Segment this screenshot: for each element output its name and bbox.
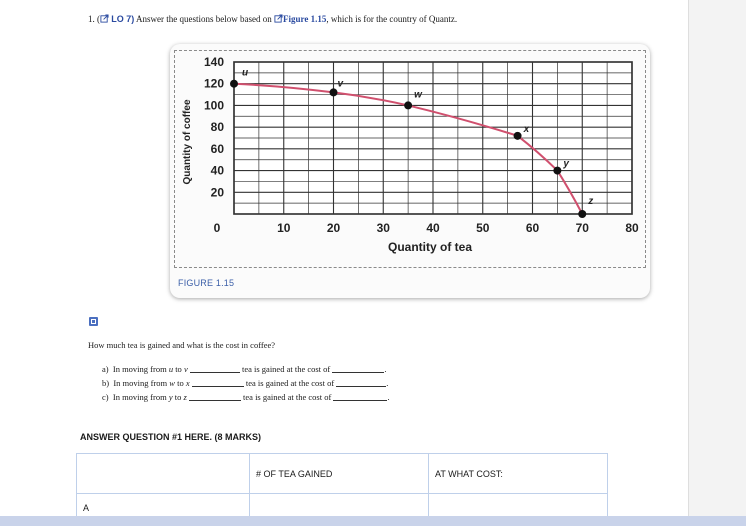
cost-blank[interactable] [333, 392, 390, 402]
sentence-end: . [386, 378, 389, 388]
from-point: w [169, 378, 175, 388]
x-tick-label: 40 [426, 221, 440, 235]
row-a-label: A [83, 502, 90, 513]
ppf-chart [174, 50, 644, 266]
lo-open-paren: ( [97, 14, 100, 24]
gain-text: tea is gained at the cost of [241, 364, 331, 374]
question-1-header [88, 14, 457, 24]
point-v-label: v [337, 78, 344, 90]
point-x-marker [514, 132, 522, 140]
point-u-label: u [242, 67, 249, 79]
y-tick-label: 60 [210, 141, 224, 156]
gain-text: tea is gained at the cost of [243, 392, 332, 402]
question-text: Answer the questions below based on [136, 14, 272, 24]
col-gained-label: # OF TEA GAINED [256, 468, 333, 479]
to-point: z [183, 392, 187, 402]
document-icon[interactable] [89, 317, 98, 326]
cost-blank[interactable] [332, 364, 387, 374]
x-tick-label: 30 [376, 221, 390, 235]
header-cost [429, 454, 608, 494]
subquestion-a [102, 364, 387, 374]
to-point: v [183, 364, 188, 374]
subquestion-b [102, 378, 388, 388]
from-point: u [168, 364, 174, 374]
subquestion-letter: c) [102, 392, 109, 402]
tea-gained-blank[interactable] [190, 364, 240, 373]
header-blank-cell [77, 454, 250, 494]
header-tea-gained [250, 454, 429, 494]
to-word: to [175, 364, 182, 374]
point-u-marker [230, 80, 238, 88]
y-tick-label: 100 [203, 98, 224, 113]
learning-objective-link[interactable]: LO 7) [111, 14, 135, 24]
y-tick-label: 140 [203, 55, 224, 69]
point-w-label: w [414, 89, 422, 101]
origin-label: 0 [213, 221, 221, 235]
y-tick-label: 20 [210, 185, 224, 200]
figure-link[interactable]: Figure 1.15 [283, 14, 327, 24]
viewer-gutter [688, 0, 746, 526]
question-text-end: , which is for the country of Quantz. [326, 14, 458, 24]
point-w-marker [404, 101, 412, 109]
point-x-label: x [523, 123, 530, 135]
to-word: to [177, 378, 184, 388]
answer-table [76, 453, 608, 522]
sentence-end: . [387, 392, 390, 402]
chart-grid [234, 62, 632, 214]
point-y-marker [553, 167, 561, 175]
x-axis-label: Quantity of tea [387, 240, 473, 254]
gain-text: tea is gained at the cost of [245, 378, 335, 388]
point-z-label: z [588, 196, 594, 207]
sentence-end: . [384, 364, 387, 374]
y-tick-label: 40 [210, 163, 224, 178]
figure-caption: FIGURE 1.15 [178, 278, 235, 288]
subquestion-text: In moving from [113, 378, 168, 388]
x-tick-label: 10 [277, 221, 291, 235]
to-word: to [174, 392, 182, 402]
subquestion-letter: b) [102, 378, 110, 388]
to-point: x [185, 378, 190, 388]
subquestion-c [102, 392, 390, 402]
y-tick-label: 120 [203, 76, 224, 91]
answer-heading: ANSWER QUESTION #1 HERE. (8 MARKS) [80, 432, 262, 442]
subquestion-text: In moving from [112, 392, 167, 402]
y-axis-label: Quantity of coffee [182, 99, 193, 185]
x-tick-label: 20 [326, 221, 341, 235]
x-tick-label: 70 [575, 221, 589, 235]
x-tick-label: 60 [525, 221, 540, 235]
viewer-bottom-bar [0, 516, 746, 526]
learning-objective-icon [100, 14, 109, 23]
point-y-label: y [563, 158, 569, 170]
table-header-row [77, 454, 608, 494]
cost-blank[interactable] [336, 378, 389, 388]
col-cost-label: AT WHAT COST: [435, 468, 503, 479]
point-v-marker [330, 88, 338, 96]
tea-gained-blank[interactable] [192, 378, 244, 387]
y-tick-label: 80 [210, 120, 224, 135]
subquestion-text: In moving from [112, 364, 167, 374]
subquestion-letter: a) [102, 364, 109, 374]
from-point: y [168, 392, 173, 402]
point-z-marker [578, 210, 586, 218]
x-tick-label: 80 [625, 221, 639, 235]
tea-gained-blank[interactable] [189, 392, 241, 401]
x-tick-label: 50 [476, 221, 490, 235]
question-number: 1. [88, 14, 95, 24]
figure-link-icon [274, 14, 283, 23]
question-prompt: How much tea is gained and what is the cost in coffee? [88, 340, 276, 350]
